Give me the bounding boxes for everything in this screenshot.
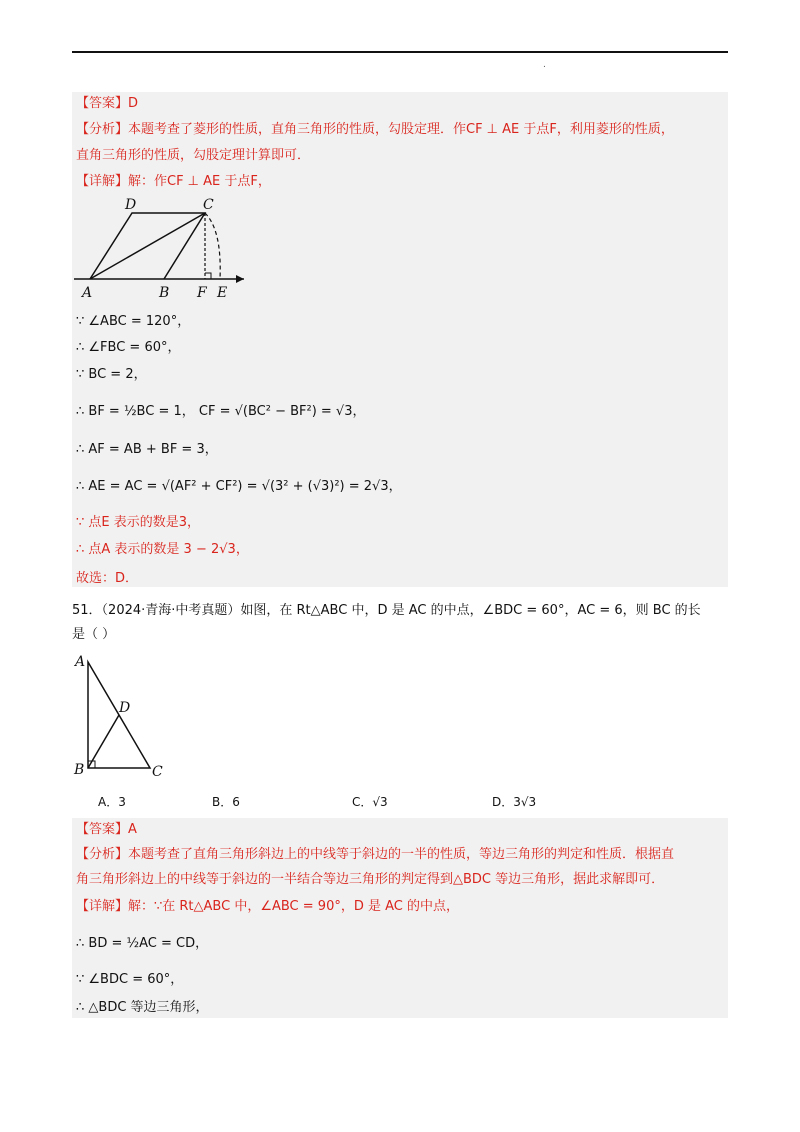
triangle-figure: [70, 648, 170, 780]
detail-2: 【详解】解：∵在 Rt△ABC 中，∠ABC = 90°，D 是 AC 的中点，: [76, 899, 459, 914]
question-51-line-1: 51．（2024·青海·中考真题）如图，在 Rt△ABC 中，D 是 AC 的中点，∠BDC = 60°，AC = 6，则 BC 的长: [72, 603, 701, 618]
step-2-1: ∴ BD = ½AC = CD，: [76, 936, 209, 951]
label-d: D: [125, 197, 137, 213]
label-c: C: [203, 197, 214, 213]
header-rule: [72, 51, 728, 53]
option-c[interactable]: C．√3: [352, 795, 388, 809]
detail-1: 【详解】解：作CF ⊥ AE 于点F，: [76, 174, 271, 189]
label-d2: D: [119, 700, 131, 716]
step-1-8: ∴ 点A 表示的数是 3 − 2√3，: [76, 542, 249, 557]
label-b: B: [159, 285, 170, 301]
step-1-1: ∵ ∠ABC = 120°，: [76, 314, 191, 329]
step-1-9: 故选：D．: [76, 571, 139, 586]
step-2-2: ∵ ∠BDC = 60°，: [76, 972, 184, 987]
step-1-3: ∵ BC = 2，: [76, 367, 147, 382]
step-1-7: ∵ 点E 表示的数是3，: [76, 515, 201, 530]
step-1-4: ∴ BF = ½BC = 1， CF = √(BC² − BF²) = √3，: [76, 404, 366, 419]
question-51-line-2: 是（ ）: [72, 627, 116, 642]
label-a2: A: [75, 654, 86, 670]
answer-2: 【答案】A: [76, 822, 137, 837]
answer-1: 【答案】D: [76, 96, 139, 111]
step-1-6: ∴ AE = AC = √(AF² + CF²) = √(3² + (√3)²) = 2√3，: [76, 479, 402, 494]
header-mark: .: [543, 60, 546, 70]
option-d[interactable]: D．3√3: [492, 795, 537, 809]
analysis-1-line-2: 直角三角形的性质，勾股定理计算即可．: [76, 148, 311, 163]
rhombus-figure: [72, 195, 262, 303]
step-2-3: ∴ △BDC 等边三角形，: [76, 1000, 209, 1015]
label-f: F: [197, 285, 207, 301]
option-b[interactable]: B．6: [212, 795, 240, 809]
analysis-1-line-1: 【分析】本题考查了菱形的性质，直角三角形的性质，勾股定理．作CF ⊥ AE 于点F，利用菱形的性质，: [76, 122, 674, 137]
label-b2: B: [74, 762, 85, 778]
analysis-2-line-1: 【分析】本题考查了直角三角形斜边上的中线等于斜边的一半的性质，等边三角形的判定和性质．根据直: [76, 847, 675, 862]
step-1-5: ∴ AF = AB + BF = 3，: [76, 442, 218, 457]
label-c2: C: [152, 764, 163, 780]
label-e: E: [217, 285, 228, 301]
analysis-2-line-2: 角三角形斜边上的中线等于斜边的一半结合等边三角形的判定得到△BDC 等边三角形，据此求解即可．: [76, 872, 665, 887]
option-a[interactable]: A．3: [98, 795, 126, 809]
label-a: A: [82, 285, 93, 301]
step-1-2: ∴ ∠FBC = 60°，: [76, 340, 181, 355]
